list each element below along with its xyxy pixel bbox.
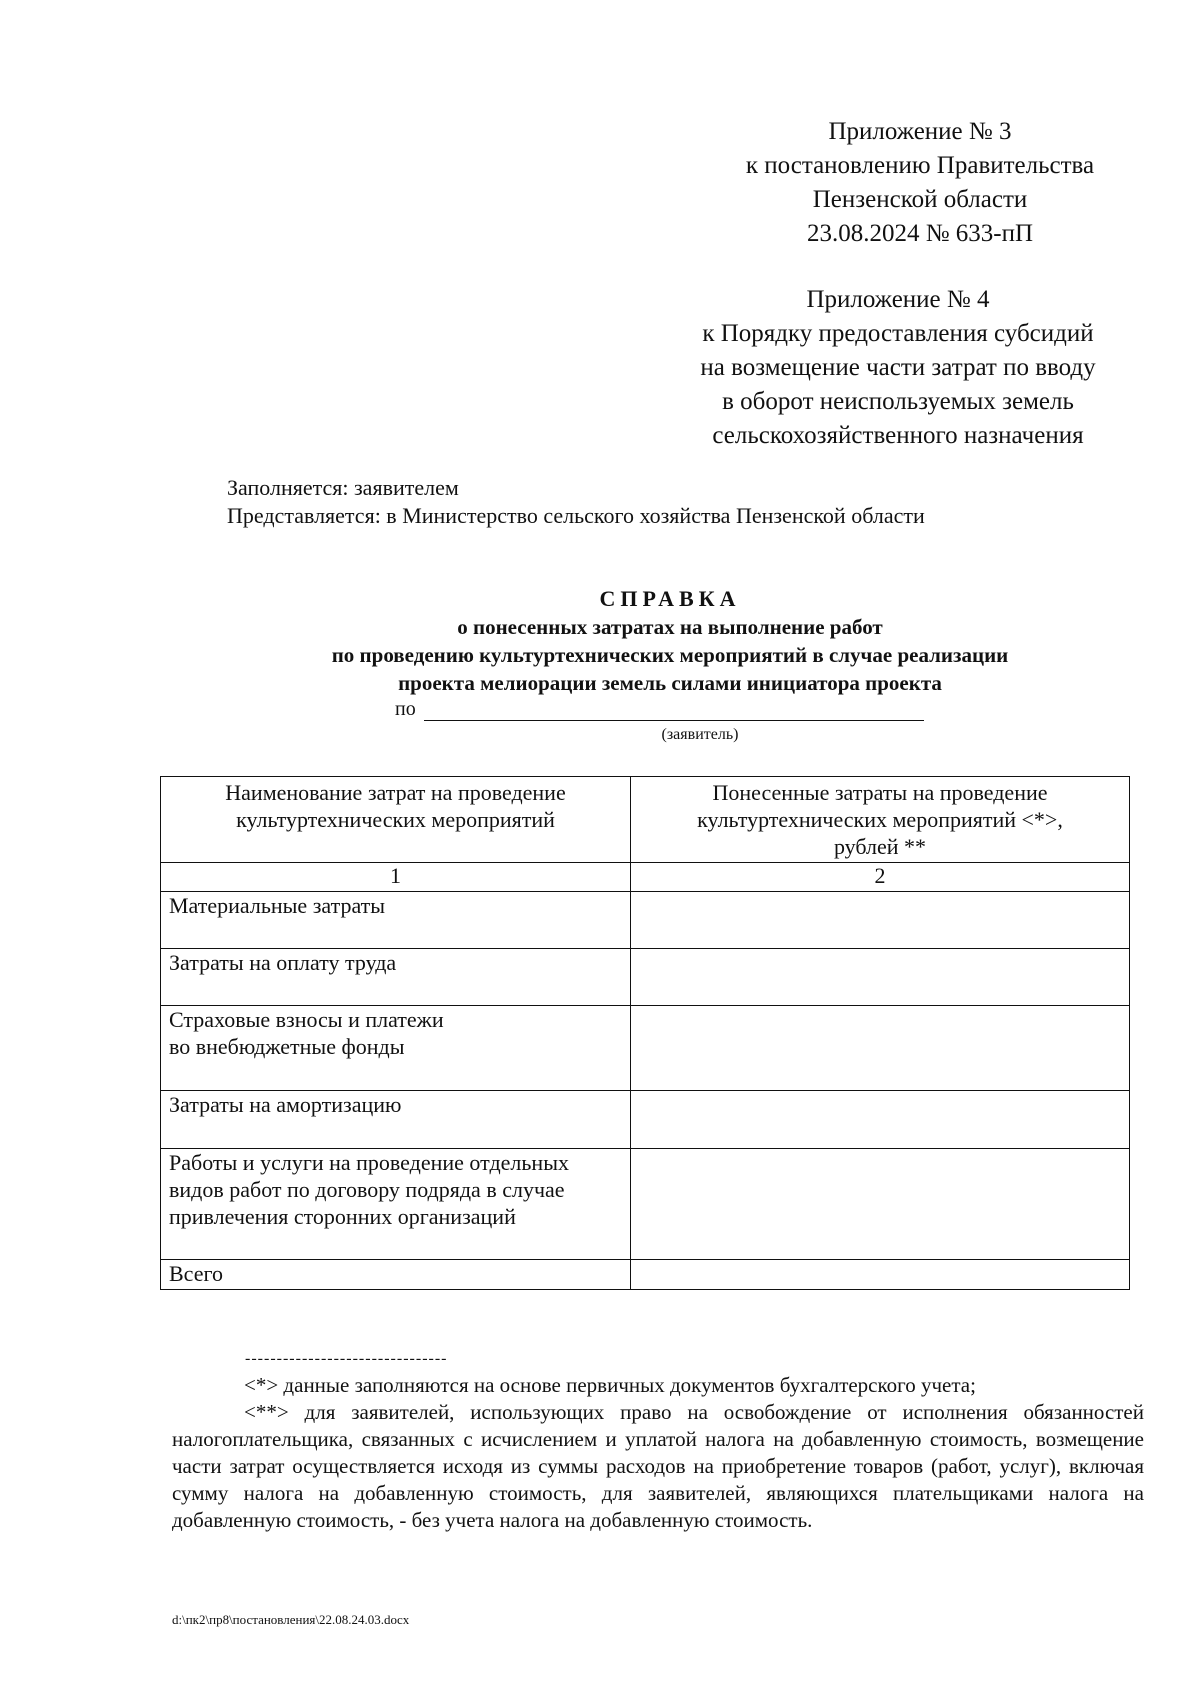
appendix-4-line: на возмещение части затрат по вводу: [700, 354, 1096, 381]
column-number: 2: [631, 863, 1130, 892]
applicant-prefix: по: [395, 698, 416, 720]
document-heading: [200, 585, 1140, 697]
document-subtitle-line: проекта мелиорации земель силами инициатора проекта: [398, 671, 942, 695]
header-cost-amount: Понесенные затраты на проведение культуртехнических мероприятий <*>, рублей **: [631, 777, 1130, 863]
appendix-3-line: к постановлению Правительства: [745, 152, 1095, 179]
table-row: [161, 1006, 1130, 1091]
applicant-caption: (заявитель): [661, 726, 739, 743]
appendix-3-line: 23.08.2024 № 633-пП: [806, 220, 1034, 247]
row-value-cell[interactable]: [631, 1149, 1130, 1260]
row-value-cell[interactable]: [631, 949, 1130, 1006]
row-label: Материальные затраты: [161, 892, 631, 949]
row-label: Затраты на амортизацию: [161, 1091, 631, 1149]
table-row: [161, 892, 1130, 949]
appendix-4-line: в оборот неиспользуемых земель: [722, 388, 1074, 415]
appendix-4-line: Приложение № 4: [806, 286, 990, 313]
applicant-blank-field[interactable]: [424, 700, 924, 721]
table-number-row: [161, 863, 1130, 892]
header-cost-name: Наименование затрат на проведение культуртехнических мероприятий: [161, 777, 631, 863]
row-value-cell[interactable]: [631, 1006, 1130, 1091]
document-subtitle-line: по проведению культуртехнических мероприятий в случае реализации: [331, 643, 1009, 667]
filled-by-text: Заполняется: заявителем: [227, 475, 459, 500]
document-title: СПРАВКА: [599, 586, 741, 611]
file-path: d:\пк2\пр8\постановления\22.08.24.03.docx: [172, 1612, 410, 1627]
table-row: [161, 1149, 1130, 1260]
column-number: 1: [161, 863, 631, 892]
document-subtitle-line: о понесенных затратах на выполнение работ: [457, 615, 883, 639]
appendix-3-line: Пензенской области: [812, 186, 1028, 213]
appendix-3-block: [700, 115, 1140, 251]
row-label: Работы и услуги на проведение отдельных видов работ по договору подряда в случае привлечения сторонних организаций: [161, 1149, 631, 1260]
row-value-cell[interactable]: [631, 1091, 1130, 1149]
submitted-to-text: Представляется: в Министерство сельского хозяйства Пензенской области: [227, 503, 925, 528]
footnote-1: <*> данные заполняются на основе первичных документов бухгалтерского учета;: [244, 1373, 976, 1397]
costs-table: [160, 776, 1130, 1290]
table-row: [161, 1091, 1130, 1149]
appendix-4-line: к Порядку предоставления субсидий: [702, 320, 1094, 347]
row-label: Страховые взносы и платежи во внебюджетные фонды: [161, 1006, 631, 1091]
row-label: Всего: [161, 1260, 631, 1290]
table-row: [161, 949, 1130, 1006]
footnotes: [172, 1372, 1144, 1534]
footnote-separator: --------------------------------: [245, 1350, 448, 1367]
appendix-3-line: Приложение № 3: [828, 118, 1012, 145]
footnote-2: <**> для заявителей, использующих право на освобождение от исполнения обязанностей налогоплательщика, связанных с исчислением и уплатой налога на добавленную стоимость, возмещение части затрат осуществляется исходя из суммы расходов на приобретение товаров (работ, услуг), включая сумму налога на добавленную стоимость, для заявителей, являющихся плательщиками налога на добавленную стоимость, - без учета налога на добавленную стоимость.: [172, 1400, 1144, 1532]
row-value-cell[interactable]: [631, 1260, 1130, 1290]
row-value-cell[interactable]: [631, 892, 1130, 949]
table-total-row: [161, 1260, 1130, 1290]
appendix-4-block: [678, 283, 1118, 453]
applicant-line: [395, 698, 924, 721]
row-label: Затраты на оплату труда: [161, 949, 631, 1006]
appendix-4-line: сельскохозяйственного назначения: [712, 422, 1084, 449]
form-routing: [227, 474, 925, 530]
table-header-row: [161, 777, 1130, 863]
